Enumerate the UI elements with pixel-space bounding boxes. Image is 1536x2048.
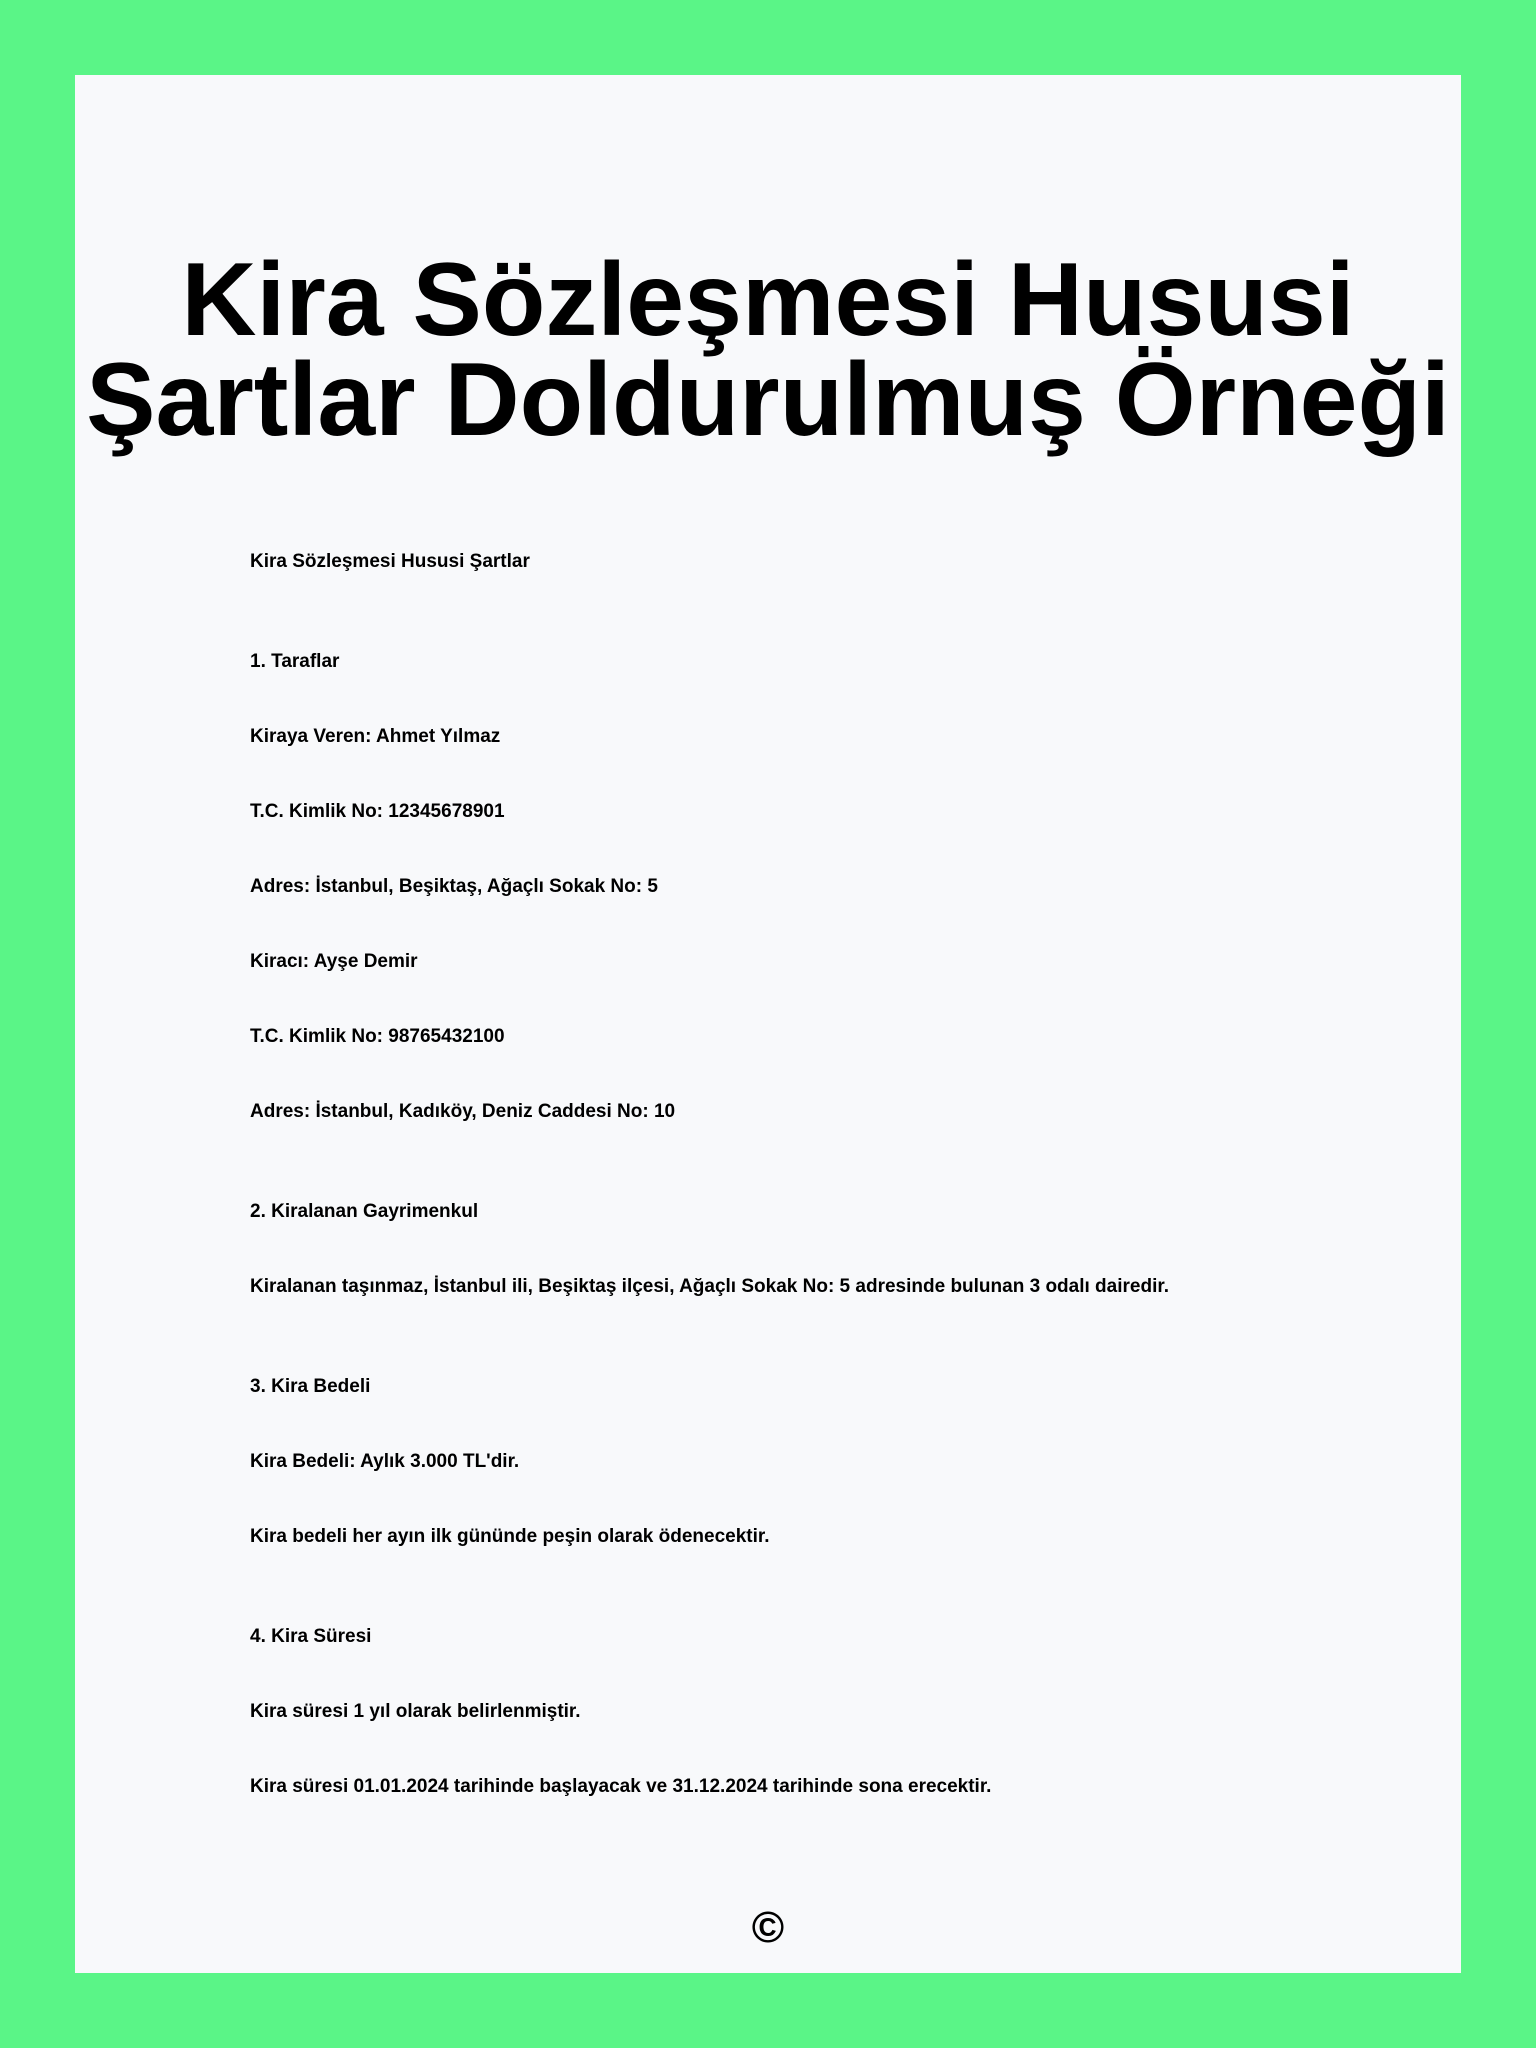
section-heading-kira-suresi: 4. Kira Süresi [250,1626,372,1647]
section-heading-taraflar: 1. Taraflar [250,651,340,672]
rent-amount: Kira Bedeli: Aylık 3.000 TL'dir. [250,1451,520,1472]
landlord-id-number: T.C. Kimlik No: 12345678901 [250,801,505,822]
lease-duration: Kira süresi 1 yıl olarak belirlenmiştir. [250,1701,581,1722]
tenant-id-number: T.C. Kimlik No: 98765432100 [250,1026,505,1047]
section-heading-gayrimenkul: 2. Kiralanan Gayrimenkul [250,1201,479,1222]
lease-dates: Kira süresi 01.01.2024 tarihinde başlayacak ve 31.12.2024 tarihinde sona erecektir. [250,1776,992,1797]
property-description: Kiralanan taşınmaz, İstanbul ili, Beşiktaş ilçesi, Ağaçlı Sokak No: 5 adresinde bulunan 3 odalı dairedir. [250,1276,1169,1297]
tenant-name: Kiracı: Ayşe Demir [250,951,418,972]
rent-payment-terms: Kira bedeli her ayın ilk gününde peşin olarak ödenecektir. [250,1526,770,1547]
section-heading-kira-bedeli: 3. Kira Bedeli [250,1376,371,1397]
document-page [75,75,1461,1973]
tenant-address: Adres: İstanbul, Kadıköy, Deniz Caddesi No: 10 [250,1101,676,1122]
document-title: Kira Sözleşmesi Hususi Şartlar Doldurulmuş Örneği [86,242,1450,458]
landlord-name: Kiraya Veren: Ahmet Yılmaz [250,726,501,747]
landlord-address: Adres: İstanbul, Beşiktaş, Ağaçlı Sokak No: 5 [250,876,658,897]
copyright-icon: © [751,1903,785,1952]
document-heading: Kira Sözleşmesi Hususi Şartlar [250,551,530,572]
